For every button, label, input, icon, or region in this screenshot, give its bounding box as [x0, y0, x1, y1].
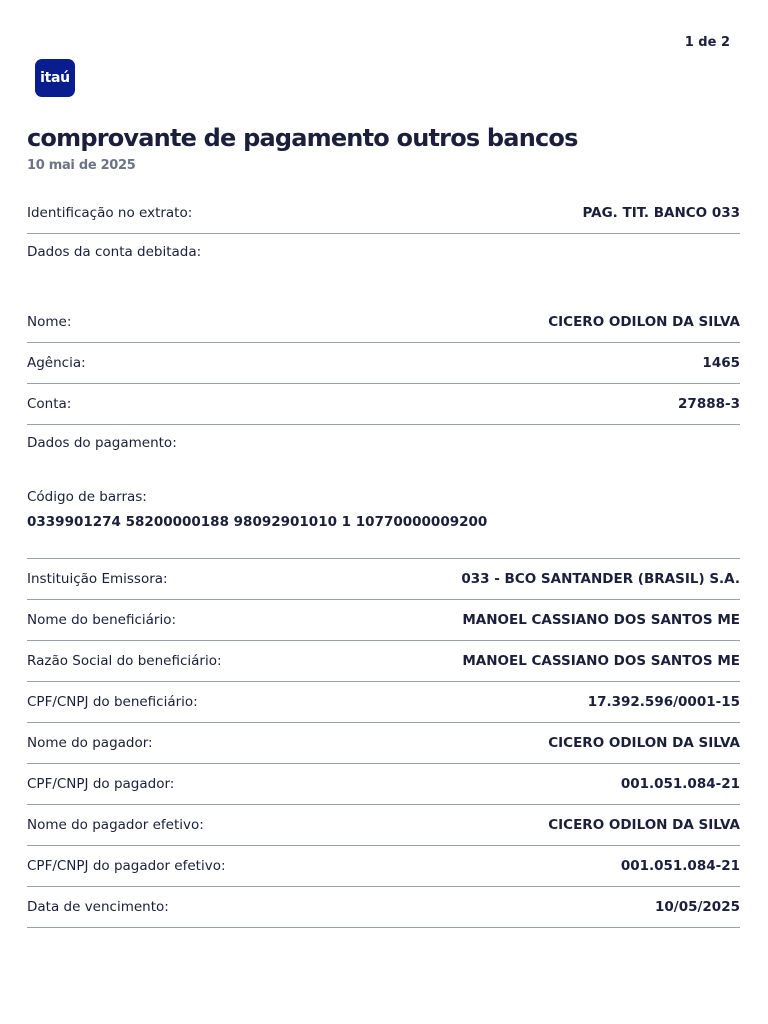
row-instituicao: [27, 559, 740, 600]
nome-pagador-efetivo-label: Nome do pagador efetivo:: [27, 817, 204, 833]
receipt-fields: [27, 193, 740, 928]
row-identificacao: [27, 193, 740, 234]
nome-beneficiario-label: Nome do beneficiário:: [27, 612, 177, 628]
dados-conta-title: Dados da conta debitada:: [27, 244, 202, 260]
razao-social-value: MANOEL CASSIANO DOS SANTOS ME: [462, 653, 740, 669]
cpf-beneficiario-label: CPF/CNPJ do beneficiário:: [27, 694, 198, 710]
instituicao-label: Instituição Emissora:: [27, 571, 168, 587]
nome-beneficiario-value: MANOEL CASSIANO DOS SANTOS ME: [462, 612, 740, 628]
nome-value: CICERO ODILON DA SILVA: [548, 314, 740, 330]
cpf-pagador-efetivo-label: CPF/CNPJ do pagador efetivo:: [27, 858, 226, 874]
row-nome-beneficiario: [27, 600, 740, 641]
cpf-pagador-efetivo-value: 001.051.084-21: [620, 858, 740, 874]
row-nome-pagador-efetivo: [27, 805, 740, 846]
nome-pagador-efetivo-value: CICERO ODILON DA SILVA: [548, 817, 740, 833]
section-dados-pagamento: [27, 425, 740, 559]
codigo-barras-value: 0339901274 58200000188 98092901010 1 10770000009200: [27, 514, 488, 530]
row-razao-social: [27, 641, 740, 682]
cpf-pagador-value: 001.051.084-21: [620, 776, 740, 792]
agencia-label: Agência:: [27, 355, 86, 371]
document-date: 10 mai de 2025: [27, 158, 136, 173]
row-cpf-pagador: [27, 764, 740, 805]
codigo-barras-label: Código de barras:: [27, 489, 147, 505]
agencia-value: 1465: [702, 355, 740, 371]
row-agencia: [27, 343, 740, 384]
logo-text: itaú: [40, 70, 70, 86]
row-vencimento: [27, 887, 740, 928]
cpf-pagador-label: CPF/CNPJ do pagador:: [27, 776, 175, 792]
instituicao-value: 033 - BCO SANTANDER (BRASIL) S.A.: [461, 571, 740, 587]
row-nome-pagador: [27, 723, 740, 764]
itau-logo: [35, 59, 75, 97]
dados-pagamento-title: Dados do pagamento:: [27, 435, 177, 451]
razao-social-label: Razão Social do beneficiário:: [27, 653, 222, 669]
section-dados-conta: [27, 234, 740, 270]
row-nome: [27, 302, 740, 343]
row-cpf-pagador-efetivo: [27, 846, 740, 887]
nome-pagador-value: CICERO ODILON DA SILVA: [548, 735, 740, 751]
identificacao-label: Identificação no extrato:: [27, 205, 193, 221]
conta-value: 27888-3: [678, 396, 740, 412]
row-cpf-beneficiario: [27, 682, 740, 723]
nome-pagador-label: Nome do pagador:: [27, 735, 153, 751]
conta-label: Conta:: [27, 396, 72, 412]
row-conta: [27, 384, 740, 425]
nome-label: Nome:: [27, 314, 72, 330]
document-title: comprovante de pagamento outros bancos: [27, 124, 578, 152]
identificacao-value: PAG. TIT. BANCO 033: [582, 205, 740, 221]
page-number: 1 de 2: [684, 35, 730, 50]
vencimento-value: 10/05/2025: [654, 899, 740, 915]
vencimento-label: Data de vencimento:: [27, 899, 169, 915]
cpf-beneficiario-value: 17.392.596/0001-15: [587, 694, 740, 710]
